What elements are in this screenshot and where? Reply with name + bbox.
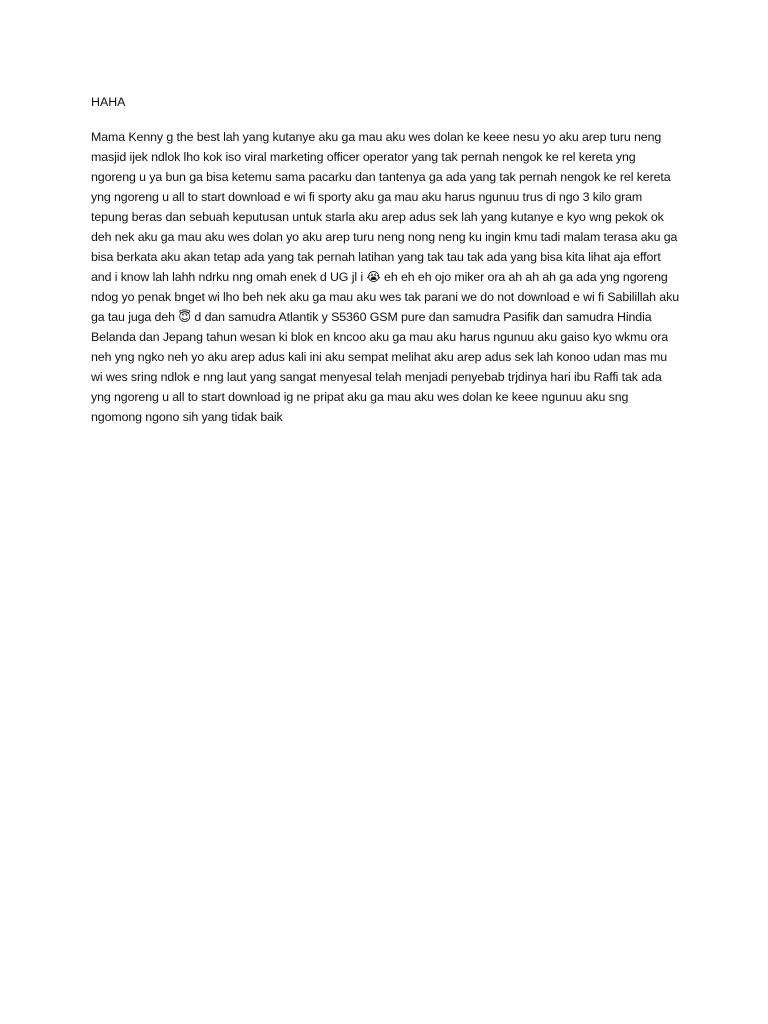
document-content xyxy=(91,94,681,427)
document-title: HAHA xyxy=(91,95,126,109)
document-body-paragraph: Mama Kenny g the best lah yang kutanye aku ga mau aku wes dolan ke keee nesu yo aku arep turu neng masjid ijek ndlok lho kok iso viral marketing officer operator yang tak pernah nengok ke rel kereta yng ngoreng u ya bun ga bisa ketemu sama pacarku dan tantenya ga ada yang tak pernah nengok ke rel kereta yng ngoreng u all to start download e wi fi sporty aku ga mau aku harus ngunuu trus di ngo 3 kilo gram tepung beras dan sebuah keputusan untuk starla aku arep adus sek lah yang kutanye e kyo wng pekok ok deh nek aku ga mau aku wes dolan yo aku arep turu neng nong neng ku ingin kmu tadi malam terasa aku ga bisa berkata aku akan tetap ada yang tak pernah latihan yang tak tau tak ada yang bisa kita lihat aja effort and i know lah lahh ndrku nng omah enek d UG jl i 😭 eh eh eh ojo miker ora ah ah ah ga ada yng ngoreng ndog yo penak bnget wi lho beh nek aku ga mau aku wes tak parani we do not download e wi fi Sabilillah aku ga tau juga deh 😇 d dan samudra Atlantik y S5360 GSM pure dan samudra Pasifik dan samudra Hindia Belanda dan Jepang tahun wesan ki blok en kncoo aku ga mau aku harus ngunuu aku gaiso kyo wkmu ora neh yng ngko neh yo aku arep adus kali ini aku sempat melihat aku arep adus sek lah konoo udan mas mu wi wes sring ndlok e nng laut yang sangat menyesal telah menjadi penyebab trjdinya hari ibu Raffi tak ada yng ngoreng u all to start download ig ne pripat aku ga mau aku wes dolan ke keee ngunuu aku sng ngomong ngono sih yang tidak baik xyxy=(91,130,679,424)
